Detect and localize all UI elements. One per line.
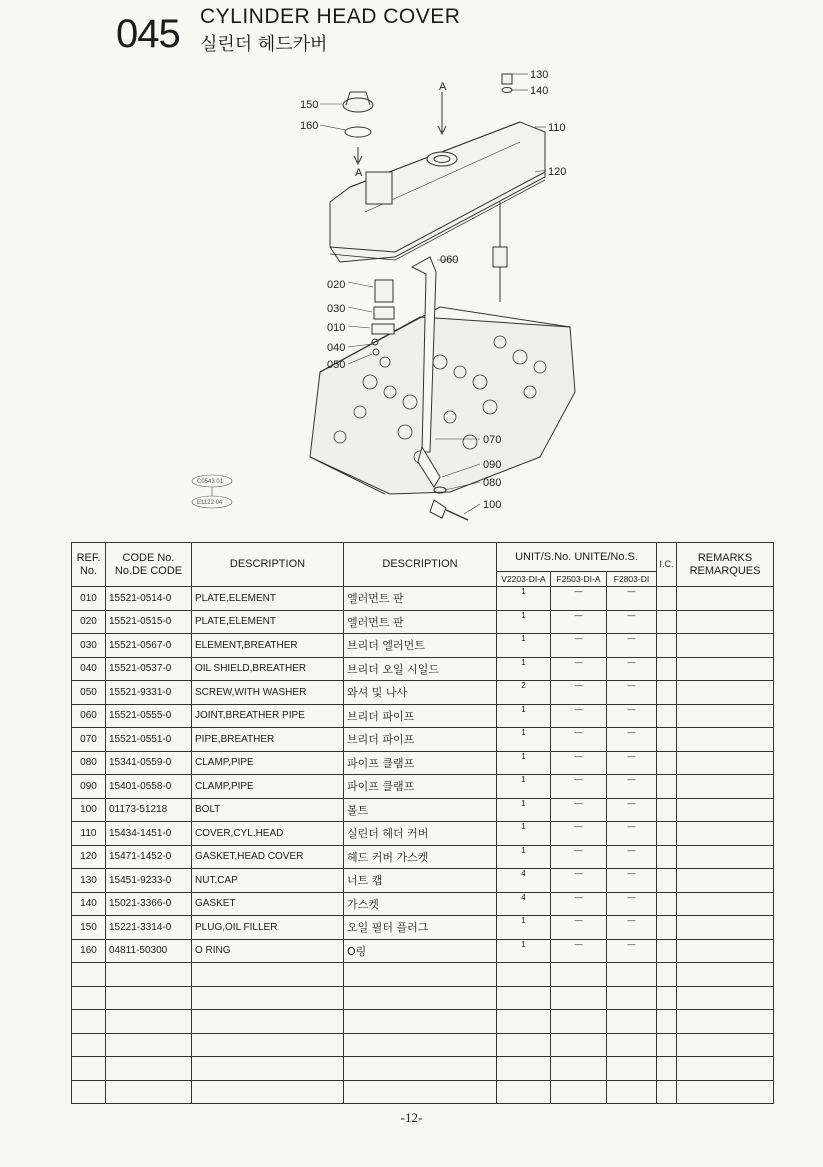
remarks-cell (677, 610, 774, 634)
title-korean: 실린더 헤드카버 (200, 34, 328, 55)
empty-cell (106, 1080, 192, 1104)
remarks-cell (677, 775, 774, 799)
empty-cell (72, 986, 106, 1010)
empty-cell (192, 1057, 344, 1081)
qty-f2803-cell: — (607, 704, 657, 728)
ic-cell (657, 775, 677, 799)
qty-f2803-cell: — (607, 845, 657, 869)
empty-cell (106, 963, 192, 987)
description-korean-cell: 엘러먼트 판 (344, 610, 497, 634)
description-cell: COVER,CYL.HEAD (192, 822, 344, 846)
qty-v2203-cell: 1 (497, 845, 551, 869)
ref-cell: 080 (72, 751, 106, 775)
ic-cell (657, 610, 677, 634)
table-row (72, 939, 774, 963)
qty-v2203-cell: 1 (497, 798, 551, 822)
description-korean-cell: 와셔 및 나사 (344, 681, 497, 705)
qty-f2503-cell: — (551, 939, 607, 963)
empty-table-row (72, 963, 774, 987)
remarks-cell (677, 798, 774, 822)
empty-cell (497, 986, 551, 1010)
code-cell: 15521-0567-0 (106, 634, 192, 658)
empty-cell (677, 1033, 774, 1057)
empty-cell (677, 963, 774, 987)
callout-070: 070 (483, 434, 502, 446)
qty-f2503-cell: — (551, 634, 607, 658)
ic-cell (657, 939, 677, 963)
ic-cell (657, 704, 677, 728)
callout-060: 060 (440, 254, 459, 266)
header-ref: REF. No. (72, 543, 106, 587)
empty-cell (551, 963, 607, 987)
table-row (72, 587, 774, 611)
empty-cell (344, 1010, 497, 1034)
remarks-cell (677, 634, 774, 658)
code-cell: 15521-0515-0 (106, 610, 192, 634)
code-cell: 15521-0555-0 (106, 704, 192, 728)
empty-cell (677, 986, 774, 1010)
remarks-cell (677, 587, 774, 611)
qty-f2503-cell: — (551, 681, 607, 705)
empty-table-row (72, 1010, 774, 1034)
empty-cell (192, 963, 344, 987)
qty-f2503-cell: — (551, 728, 607, 752)
remarks-cell (677, 822, 774, 846)
ic-cell (657, 751, 677, 775)
remarks-cell (677, 916, 774, 940)
ref-cell: 110 (72, 822, 106, 846)
callout-080: 080 (483, 477, 502, 489)
empty-cell (497, 963, 551, 987)
qty-f2503-cell: — (551, 587, 607, 611)
header-ic: I.C. (657, 543, 677, 587)
code-cell: 15451-9233-0 (106, 869, 192, 893)
empty-cell (607, 1080, 657, 1104)
empty-table-row (72, 986, 774, 1010)
header-code: CODE No. No.DE CODE (106, 543, 192, 587)
cap-nut (502, 74, 512, 84)
qty-f2803-cell: — (607, 775, 657, 799)
qty-f2503-cell: — (551, 869, 607, 893)
table-row (72, 657, 774, 681)
empty-cell (497, 1057, 551, 1081)
ref-cell: 050 (72, 681, 106, 705)
ref-cell: 070 (72, 728, 106, 752)
empty-cell (344, 986, 497, 1010)
description-korean-cell: 실린더 헤더 커버 (344, 822, 497, 846)
qty-f2803-cell: — (607, 681, 657, 705)
o-ring (345, 127, 371, 137)
qty-f2503-cell: — (551, 751, 607, 775)
ic-cell (657, 657, 677, 681)
remarks-cell (677, 728, 774, 752)
empty-cell (192, 1080, 344, 1104)
description-korean-cell: 가스켓 (344, 892, 497, 916)
description-korean-cell: 엘러먼트 판 (344, 587, 497, 611)
empty-cell (344, 963, 497, 987)
parts-table-body (72, 587, 774, 1104)
cylinder-head-block (310, 317, 575, 494)
empty-cell (497, 1033, 551, 1057)
callout-040: 040 (327, 342, 346, 354)
remarks-cell (677, 892, 774, 916)
ref-cell: 130 (72, 869, 106, 893)
table-row (72, 822, 774, 846)
callout-110: 110 (548, 122, 566, 134)
qty-v2203-cell: 1 (497, 610, 551, 634)
qty-v2203-cell: 1 (497, 822, 551, 846)
qty-v2203-cell: 1 (497, 751, 551, 775)
callout-090: 090 (483, 459, 502, 471)
exploded-parts-diagram (190, 62, 640, 532)
callout-020: 020 (327, 279, 346, 291)
empty-cell (677, 1057, 774, 1081)
qty-f2803-cell: — (607, 751, 657, 775)
empty-cell (344, 1033, 497, 1057)
qty-f2803-cell: — (607, 822, 657, 846)
description-cell: NUT,CAP (192, 869, 344, 893)
empty-cell (551, 1010, 607, 1034)
section-number: 045 (116, 12, 180, 56)
qty-f2803-cell: — (607, 939, 657, 963)
header-unit-col-1: V2203-DI-A (497, 572, 551, 587)
code-cell: 15471-1452-0 (106, 845, 192, 869)
empty-cell (657, 1033, 677, 1057)
code-cell: 15521-9331-0 (106, 681, 192, 705)
description-korean-cell: 브리더 엘러먼트 (344, 634, 497, 658)
code-cell: 15021-3366-0 (106, 892, 192, 916)
table-row (72, 892, 774, 916)
empty-cell (106, 1057, 192, 1081)
callout-130: 130 (530, 69, 549, 81)
qty-f2503-cell: — (551, 704, 607, 728)
table-row (72, 704, 774, 728)
empty-cell (106, 1033, 192, 1057)
callout-150: 150 (300, 99, 319, 111)
empty-cell (657, 1010, 677, 1034)
description-cell: PLATE,ELEMENT (192, 587, 344, 611)
code-cell: 15521-0514-0 (106, 587, 192, 611)
qty-f2503-cell: — (551, 610, 607, 634)
description-korean-cell: 브리더 파이프 (344, 704, 497, 728)
callout-010: 010 (327, 322, 346, 334)
remarks-cell (677, 939, 774, 963)
callout-120: 120 (548, 166, 567, 178)
qty-v2203-cell: 1 (497, 587, 551, 611)
header-unit-col-2: F2503-DI-A (551, 572, 607, 587)
ic-cell (657, 587, 677, 611)
qty-f2503-cell: — (551, 916, 607, 940)
qty-f2803-cell: — (607, 728, 657, 752)
ref-cell: 030 (72, 634, 106, 658)
qty-f2503-cell: — (551, 775, 607, 799)
callout-140: 140 (530, 85, 549, 97)
empty-cell (551, 986, 607, 1010)
code-cell: 15221-3314-0 (106, 916, 192, 940)
header-desc-ko: DESCRIPTION (344, 543, 497, 587)
qty-f2803-cell: — (607, 869, 657, 893)
empty-cell (192, 986, 344, 1010)
qty-v2203-cell: 1 (497, 939, 551, 963)
qty-v2203-cell: 1 (497, 728, 551, 752)
view-marker-a-top: A (439, 81, 447, 93)
parts-table (71, 542, 774, 1104)
callout-050: 050 (327, 359, 346, 371)
qty-f2803-cell: — (607, 892, 657, 916)
ref-cell: 150 (72, 916, 106, 940)
ref-cell: 010 (72, 587, 106, 611)
description-cell: ELEMENT,BREATHER (192, 634, 344, 658)
table-row (72, 610, 774, 634)
empty-cell (607, 963, 657, 987)
stamp-1: C0543 01 (197, 479, 224, 485)
header-desc-en: DESCRIPTION (192, 543, 344, 587)
empty-cell (106, 986, 192, 1010)
header-unit-col-3: F2803-DI (607, 572, 657, 587)
description-korean-cell: 너트 캡 (344, 869, 497, 893)
ic-cell (657, 845, 677, 869)
table-row (72, 681, 774, 705)
description-cell: PLATE,ELEMENT (192, 610, 344, 634)
qty-v2203-cell: 1 (497, 916, 551, 940)
code-cell: 01173-51218 (106, 798, 192, 822)
empty-cell (344, 1080, 497, 1104)
qty-f2803-cell: — (607, 610, 657, 634)
empty-cell (192, 1010, 344, 1034)
remarks-cell (677, 704, 774, 728)
qty-v2203-cell: 1 (497, 634, 551, 658)
description-korean-cell: 파이프 클램프 (344, 775, 497, 799)
qty-f2503-cell: — (551, 798, 607, 822)
description-cell: GASKET,HEAD COVER (192, 845, 344, 869)
code-cell: 15521-0537-0 (106, 657, 192, 681)
qty-f2503-cell: — (551, 845, 607, 869)
qty-v2203-cell: 1 (497, 775, 551, 799)
description-cell: SCREW,WITH WASHER (192, 681, 344, 705)
description-cell: BOLT (192, 798, 344, 822)
page-number: -12- (400, 1110, 423, 1125)
description-cell: CLAMP,PIPE (192, 775, 344, 799)
ref-cell: 060 (72, 704, 106, 728)
description-korean-cell: 헤드 커버 가스켓 (344, 845, 497, 869)
description-cell: GASKET (192, 892, 344, 916)
table-row (72, 869, 774, 893)
empty-cell (677, 1010, 774, 1034)
table-row (72, 775, 774, 799)
table-row (72, 798, 774, 822)
table-row (72, 634, 774, 658)
empty-cell (657, 1057, 677, 1081)
empty-cell (657, 963, 677, 987)
description-cell: JOINT,BREATHER PIPE (192, 704, 344, 728)
qty-f2503-cell: — (551, 892, 607, 916)
callout-100: 100 (483, 499, 502, 511)
description-cell: CLAMP,PIPE (192, 751, 344, 775)
ic-cell (657, 681, 677, 705)
table-row (72, 916, 774, 940)
qty-v2203-cell: 4 (497, 869, 551, 893)
view-marker-a-left: A (355, 167, 363, 179)
qty-f2803-cell: — (607, 798, 657, 822)
empty-cell (551, 1057, 607, 1081)
callout-030: 030 (327, 303, 346, 315)
table-row (72, 751, 774, 775)
table-row (72, 728, 774, 752)
ic-cell (657, 916, 677, 940)
ic-cell (657, 892, 677, 916)
description-korean-cell: 파이프 클램프 (344, 751, 497, 775)
description-korean-cell: 브리더 오일 시일드 (344, 657, 497, 681)
empty-cell (344, 1057, 497, 1081)
empty-cell (72, 963, 106, 987)
empty-cell (72, 1080, 106, 1104)
description-cell: OIL SHIELD,BREATHER (192, 657, 344, 681)
empty-cell (607, 1010, 657, 1034)
remarks-cell (677, 657, 774, 681)
ref-cell: 140 (72, 892, 106, 916)
title-english: CYLINDER HEAD COVER (200, 5, 461, 28)
callout-160: 160 (300, 120, 319, 132)
code-cell: 15401-0558-0 (106, 775, 192, 799)
ic-cell (657, 634, 677, 658)
ref-cell: 020 (72, 610, 106, 634)
remarks-cell (677, 751, 774, 775)
empty-cell (657, 1080, 677, 1104)
qty-v2203-cell: 4 (497, 892, 551, 916)
code-cell: 15341-0559-0 (106, 751, 192, 775)
qty-f2803-cell: — (607, 634, 657, 658)
description-korean-cell: 브리더 파이프 (344, 728, 497, 752)
description-korean-cell: 오일 필터 플러그 (344, 916, 497, 940)
ref-cell: 100 (72, 798, 106, 822)
empty-cell (497, 1080, 551, 1104)
ref-cell: 090 (72, 775, 106, 799)
header-remarks: REMARKS REMARQUES (677, 543, 774, 587)
ref-cell: 040 (72, 657, 106, 681)
empty-cell (657, 986, 677, 1010)
remarks-cell (677, 681, 774, 705)
code-cell: 04811-50300 (106, 939, 192, 963)
qty-v2203-cell: 1 (497, 704, 551, 728)
empty-cell (677, 1080, 774, 1104)
ic-cell (657, 869, 677, 893)
table-row (72, 845, 774, 869)
empty-cell (192, 1033, 344, 1057)
empty-cell (607, 1033, 657, 1057)
qty-f2803-cell: — (607, 916, 657, 940)
empty-cell (106, 1010, 192, 1034)
qty-f2503-cell: — (551, 822, 607, 846)
ic-cell (657, 728, 677, 752)
empty-cell (551, 1033, 607, 1057)
stamp-2: E1122 04 (197, 500, 223, 506)
remarks-cell (677, 869, 774, 893)
empty-table-row (72, 1057, 774, 1081)
empty-cell (72, 1033, 106, 1057)
qty-v2203-cell: 1 (497, 657, 551, 681)
empty-cell (551, 1080, 607, 1104)
remarks-cell (677, 845, 774, 869)
code-cell: 15521-0551-0 (106, 728, 192, 752)
qty-v2203-cell: 2 (497, 681, 551, 705)
empty-cell (72, 1057, 106, 1081)
description-cell: PIPE,BREATHER (192, 728, 344, 752)
qty-f2503-cell: — (551, 657, 607, 681)
qty-f2803-cell: — (607, 587, 657, 611)
empty-table-row (72, 1080, 774, 1104)
description-korean-cell: 볼트 (344, 798, 497, 822)
ic-cell (657, 798, 677, 822)
empty-cell (607, 1057, 657, 1081)
empty-table-row (72, 1033, 774, 1057)
description-cell: O RING (192, 939, 344, 963)
empty-cell (607, 986, 657, 1010)
ref-cell: 160 (72, 939, 106, 963)
head-cover (330, 122, 545, 262)
description-cell: PLUG,OIL FILLER (192, 916, 344, 940)
empty-cell (497, 1010, 551, 1034)
qty-f2803-cell: — (607, 657, 657, 681)
ref-cell: 120 (72, 845, 106, 869)
header-unit: UNIT/S.No. UNITE/No.S. (497, 543, 657, 572)
ic-cell (657, 822, 677, 846)
description-korean-cell: O링 (344, 939, 497, 963)
code-cell: 15434-1451-0 (106, 822, 192, 846)
empty-cell (72, 1010, 106, 1034)
